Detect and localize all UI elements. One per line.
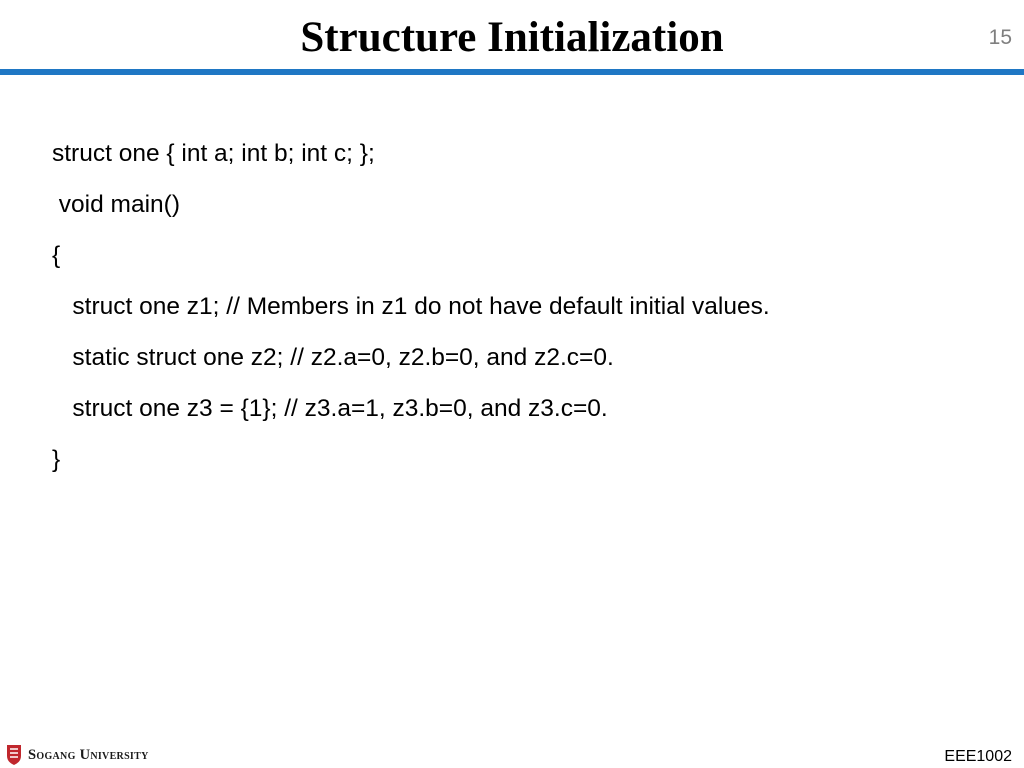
university-logo bbox=[6, 744, 149, 766]
shield-icon bbox=[6, 744, 22, 766]
logo-text: Sogang University bbox=[28, 746, 149, 763]
code-line: } bbox=[52, 446, 61, 473]
title-divider bbox=[0, 69, 1024, 75]
code-line: static struct one z2; // z2.a=0, z2.b=0, and z2.c=0. bbox=[52, 344, 614, 371]
code-line: { bbox=[52, 242, 61, 269]
code-line: void main() bbox=[52, 191, 180, 218]
code-line: struct one z3 = {1}; // z3.a=1, z3.b=0, and z3.c=0. bbox=[52, 395, 608, 422]
page-number: 15 bbox=[988, 26, 1012, 49]
code-line: struct one z1; // Members in z1 do not have default initial values. bbox=[52, 293, 770, 320]
course-code: EEE1002 bbox=[944, 748, 1012, 765]
slide-title: Structure Initialization bbox=[300, 14, 724, 61]
code-line: struct one { int a; int b; int c; }; bbox=[52, 140, 375, 167]
